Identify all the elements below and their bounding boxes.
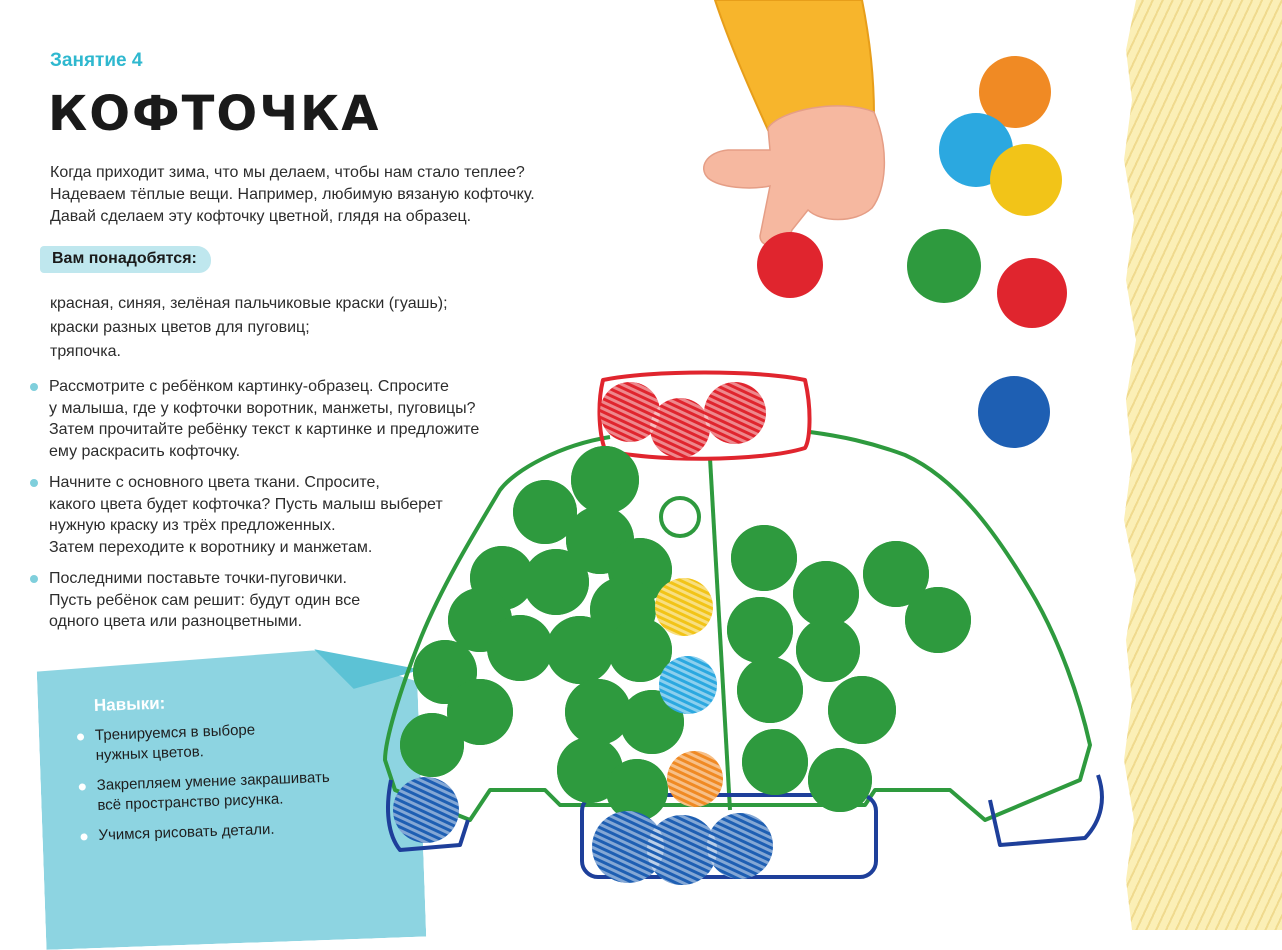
step-line: Затем переходите к воротнику и манжетам. (49, 538, 373, 556)
collar-prints (600, 382, 766, 458)
skill-line: нужных цветов. (95, 743, 205, 764)
step-line: какого цвета будет кофточка? Пусть малыш выберет (49, 495, 443, 513)
finger-paint-hand-icon (704, 0, 885, 246)
step-line: нужную краску из трёх предложенных. (49, 517, 336, 534)
paint-dot-icon (757, 232, 823, 298)
step-line: Последними поставьте точки-пуговички. (49, 570, 347, 587)
intro-line: Надеваем тёплые вещи. Например, любимую вязаную кофточку. (50, 186, 535, 203)
paint-dot-icon (997, 258, 1067, 328)
materials-item: краски разных цветов для пуговиц; (50, 319, 310, 336)
intro-line: Когда приходит зима, что мы делаем, чтобы нам стало теплее? (50, 164, 525, 181)
step-line: Начните с основного цвета ткани. Спросите, (49, 474, 380, 491)
materials-item: красная, синяя, зелёная пальчиковые краски (гуашь); (50, 295, 448, 312)
step-line: Затем прочитайте ребёнку текст к картинке и предложите (49, 421, 480, 438)
skill-line: Учимся рисовать детали. (98, 820, 275, 844)
step-line: Рассмотрите с ребёнком картинку-образец. Спросите (49, 378, 449, 395)
paint-dot-icon (978, 376, 1050, 448)
materials-badge: Вам понадобятся: (40, 246, 211, 273)
step-line: Пусть ребёнок сам решит: будут один все (49, 591, 361, 609)
paint-dot-icon (990, 144, 1062, 216)
materials-item: тряпочка. (50, 343, 121, 360)
paint-dot-icon (907, 229, 981, 303)
skills-title: Навыки: (93, 693, 166, 716)
step-line: одного цвета или разноцветными. (49, 613, 303, 630)
skill-line: Тренируемся в выборе (94, 721, 256, 744)
step-line: ему раскрасить кофточку. (49, 442, 241, 460)
skill-line: Закрепляем умение закрашивать (96, 768, 330, 794)
skill-line: всё пространство рисунка. (97, 790, 284, 814)
lesson-label: Занятие 4 (50, 50, 143, 71)
button-prints (655, 578, 723, 807)
step-line: у малыша, где у кофточки воротник, манжеты, пуговицы? (49, 399, 476, 417)
intro-line: Давай сделаем эту кофточку цветной, глядя на образец. (50, 208, 472, 225)
page-title: КОФТОЧКА (48, 86, 381, 142)
